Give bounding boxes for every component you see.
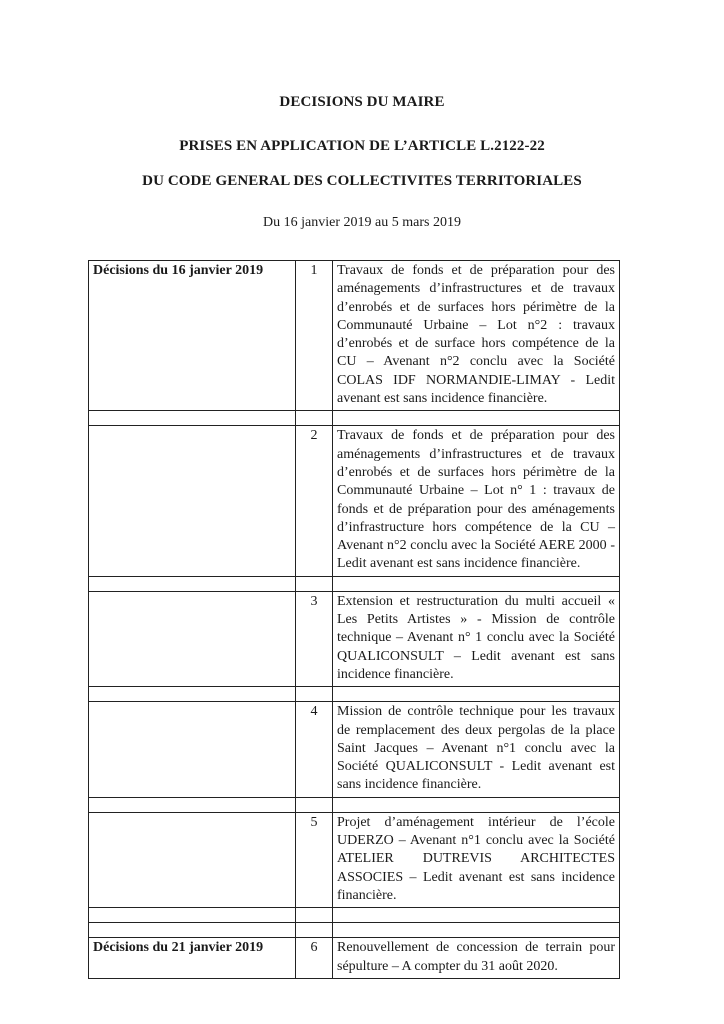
decisions-table: [88, 260, 620, 979]
decision-row-4: [89, 702, 620, 797]
decision-text: Travaux de fonds et de préparation pour des aménagements d’infrastructures et de travaux d’enrobés et de surfaces hors périmètre de la Communauté Urbaine – Lot n° 1 : travaux de fonds et de préparation pour des aménagements d’infrastructure hors compétence de la CU – Avenant n°2 conclu avec la Société AERE 2000 - Ledit avenant est sans incidence financière.: [333, 426, 620, 576]
decision-row-3: [89, 591, 620, 686]
decision-row-1: [89, 261, 620, 411]
decision-row-5: [89, 812, 620, 907]
title-line-2: PRISES EN APPLICATION DE L’ARTICLE L.2122-22: [179, 138, 545, 154]
decision-text: Travaux de fonds et de préparation pour des aménagements d’infrastructures et de travaux d’enrobés et de surfaces hors périmètre de la Communauté Urbaine – Lot n°2 : travaux d’enrobés et de surface hors compétence de la CU – Avenant n°2 conclu avec la Société COLAS IDF NORMANDIE-LIMAY - Ledit avenant est sans incidence financière.: [333, 261, 620, 411]
spacer-row: [89, 908, 620, 923]
period-subtitle: Du 16 janvier 2019 au 5 mars 2019: [263, 215, 461, 230]
decision-date: [89, 812, 296, 907]
decision-number: 5: [296, 812, 333, 907]
decision-number: 4: [296, 702, 333, 797]
decision-date: Décisions du 21 janvier 2019: [89, 938, 296, 979]
spacer-row: [89, 797, 620, 812]
decision-number: 2: [296, 426, 333, 576]
decision-number: 6: [296, 938, 333, 979]
spacer-row: [89, 923, 620, 938]
decision-date: Décisions du 16 janvier 2019: [89, 261, 296, 411]
title-line-3: DU CODE GENERAL DES COLLECTIVITES TERRITORIALES: [142, 173, 582, 189]
decision-row-6: [89, 938, 620, 979]
title-line-1: DECISIONS DU MAIRE: [279, 94, 445, 110]
spacer-row: [89, 411, 620, 426]
decision-text: Extension et restructuration du multi accueil « Les Petits Artistes » - Mission de contrôle technique – Avenant n° 1 conclu avec la Société QUALICONSULT – Ledit avenant est sans incidence financière.: [333, 591, 620, 686]
decision-row-2: [89, 426, 620, 576]
decision-number: 1: [296, 261, 333, 411]
decision-text: Mission de contrôle technique pour les travaux de remplacement des deux pergolas de la place Saint Jacques – Avenant n°1 conclu avec la Société QUALICONSULT - Ledit avenant est sans incidence financière.: [333, 702, 620, 797]
spacer-row: [89, 576, 620, 591]
decision-number: 3: [296, 591, 333, 686]
decision-text: Projet d’aménagement intérieur de l’école UDERZO – Avenant n°1 conclu avec la Société ATELIER DUTREVIS ARCHITECTES ASSOCIES – Ledit avenant est sans incidence financière.: [333, 812, 620, 907]
decision-date: [89, 702, 296, 797]
decision-date: [89, 591, 296, 686]
decision-date: [89, 426, 296, 576]
decision-text: Renouvellement de concession de terrain pour sépulture – A compter du 31 août 2020.: [333, 938, 620, 979]
spacer-row: [89, 687, 620, 702]
